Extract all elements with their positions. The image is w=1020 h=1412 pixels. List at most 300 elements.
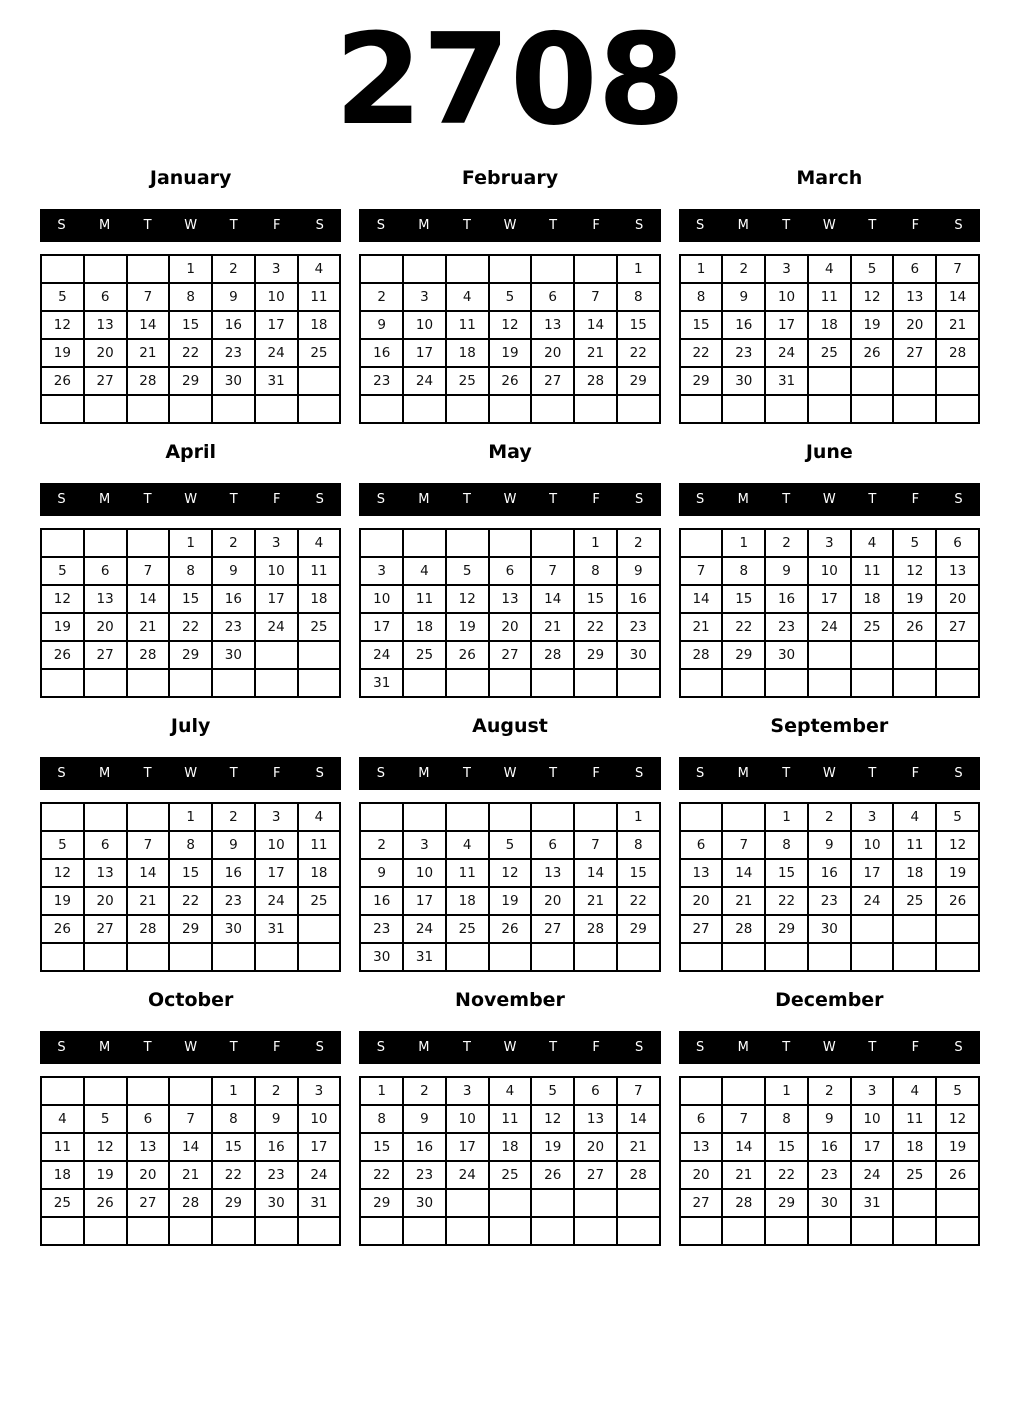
day-cell: 8: [169, 283, 212, 311]
day-cell: 27: [531, 915, 574, 943]
day-cell: 25: [808, 339, 851, 367]
empty-day-cell: [574, 255, 617, 283]
day-cell: 29: [360, 1189, 403, 1217]
empty-day-cell: [255, 641, 298, 669]
day-cell: 5: [41, 831, 84, 859]
day-cell: 15: [680, 311, 723, 339]
day-cell: 3: [403, 831, 446, 859]
day-cell: 6: [489, 557, 532, 585]
weekday-letter: F: [911, 1040, 920, 1055]
empty-day-cell: [531, 1217, 574, 1245]
day-cell: 18: [41, 1161, 84, 1189]
week-row: [680, 339, 979, 367]
empty-day-cell: [765, 1217, 808, 1245]
empty-day-cell: [127, 669, 170, 697]
day-cell: 12: [446, 585, 489, 613]
empty-day-cell: [893, 367, 936, 395]
day-cell: 26: [936, 887, 979, 915]
empty-day-cell: [298, 395, 341, 423]
day-cell: 4: [893, 803, 936, 831]
weekday-letter: T: [549, 766, 558, 781]
day-cell: 20: [84, 887, 127, 915]
day-cell: 22: [212, 1161, 255, 1189]
day-cell: 19: [446, 613, 489, 641]
day-cell: 18: [489, 1133, 532, 1161]
weekday-letter: F: [273, 766, 281, 781]
day-cell: 12: [41, 585, 84, 613]
day-cell: 3: [851, 1077, 894, 1105]
day-cell: 23: [212, 613, 255, 641]
month-block-july: [40, 712, 341, 972]
day-cell: 6: [680, 1105, 723, 1133]
empty-day-cell: [360, 803, 403, 831]
day-cell: 26: [84, 1189, 127, 1217]
day-cell: 5: [41, 283, 84, 311]
day-cell: 4: [298, 803, 341, 831]
empty-day-cell: [127, 529, 170, 557]
weekday-letter: F: [911, 218, 920, 233]
empty-day-cell: [893, 943, 936, 971]
week-row: [680, 255, 979, 283]
day-cell: 31: [255, 915, 298, 943]
empty-day-cell: [298, 641, 341, 669]
empty-day-cell: [41, 1217, 84, 1245]
day-cell: 30: [722, 367, 765, 395]
empty-day-cell: [446, 395, 489, 423]
empty-day-cell: [808, 1217, 851, 1245]
day-cell: 9: [722, 283, 765, 311]
weekday-letter: F: [911, 766, 920, 781]
day-cell: 29: [169, 367, 212, 395]
day-cell: 19: [41, 887, 84, 915]
day-cell: 24: [298, 1161, 341, 1189]
empty-day-cell: [574, 803, 617, 831]
day-cell: 19: [936, 859, 979, 887]
weekday-header-bar: [359, 1031, 660, 1064]
day-cell: 6: [531, 831, 574, 859]
day-cell: 26: [446, 641, 489, 669]
weekday-letter: T: [549, 1040, 558, 1055]
day-cell: 19: [531, 1133, 574, 1161]
day-cell: 11: [851, 557, 894, 585]
week-row: [680, 613, 979, 641]
empty-day-cell: [722, 669, 765, 697]
empty-day-cell: [722, 1217, 765, 1245]
empty-day-cell: [574, 1189, 617, 1217]
day-cell: 8: [212, 1105, 255, 1133]
weekday-letter: S: [696, 1040, 705, 1055]
day-cell: 13: [893, 283, 936, 311]
weekday-letter: W: [184, 218, 198, 233]
month-grid: [40, 802, 341, 972]
month-title: April: [165, 441, 217, 463]
week-row: [360, 339, 659, 367]
weekday-letter: S: [315, 1040, 324, 1055]
day-cell: 12: [41, 859, 84, 887]
day-cell: 7: [617, 1077, 660, 1105]
weekday-letter: T: [462, 1040, 471, 1055]
day-cell: 22: [765, 1161, 808, 1189]
weekday-letter: W: [822, 218, 836, 233]
day-cell: 17: [765, 311, 808, 339]
day-cell: 27: [84, 367, 127, 395]
week-row: [680, 641, 979, 669]
day-cell: 25: [298, 613, 341, 641]
day-cell: 17: [403, 339, 446, 367]
weekday-letter: W: [503, 492, 517, 507]
weekday-letter: T: [782, 492, 791, 507]
month-block-may: [359, 438, 660, 698]
week-row: [360, 831, 659, 859]
empty-day-cell: [84, 669, 127, 697]
day-cell: 20: [489, 613, 532, 641]
empty-day-cell: [41, 255, 84, 283]
day-cell: 7: [722, 831, 765, 859]
empty-day-cell: [893, 395, 936, 423]
empty-day-cell: [936, 367, 979, 395]
week-row: [360, 669, 659, 697]
month-title: June: [805, 441, 853, 463]
weekday-letter: T: [229, 218, 238, 233]
empty-day-cell: [169, 1077, 212, 1105]
week-row: [360, 557, 659, 585]
day-cell: 13: [531, 311, 574, 339]
day-cell: 5: [936, 1077, 979, 1105]
weekday-letter: W: [822, 492, 836, 507]
weekday-letter: S: [376, 492, 385, 507]
day-cell: 25: [403, 641, 446, 669]
day-cell: 24: [255, 613, 298, 641]
week-row: [360, 311, 659, 339]
weekday-letter: S: [954, 218, 963, 233]
day-cell: 5: [489, 831, 532, 859]
day-cell: 19: [41, 613, 84, 641]
year-title: 2708: [334, 6, 686, 153]
day-cell: 27: [489, 641, 532, 669]
day-cell: 8: [360, 1105, 403, 1133]
day-cell: 28: [169, 1189, 212, 1217]
day-cell: 23: [212, 339, 255, 367]
day-cell: 16: [722, 311, 765, 339]
empty-day-cell: [446, 529, 489, 557]
weekday-letter: S: [57, 1040, 66, 1055]
day-cell: 17: [403, 887, 446, 915]
empty-day-cell: [298, 367, 341, 395]
day-cell: 18: [808, 311, 851, 339]
day-cell: 27: [84, 915, 127, 943]
day-cell: 2: [722, 255, 765, 283]
day-cell: 2: [403, 1077, 446, 1105]
day-cell: 4: [446, 831, 489, 859]
day-cell: 22: [169, 887, 212, 915]
empty-day-cell: [169, 943, 212, 971]
week-row: [360, 887, 659, 915]
day-cell: 1: [765, 1077, 808, 1105]
day-cell: 25: [298, 339, 341, 367]
day-cell: 11: [489, 1105, 532, 1133]
day-cell: 7: [722, 1105, 765, 1133]
day-cell: 18: [446, 887, 489, 915]
day-cell: 28: [127, 367, 170, 395]
day-cell: 20: [680, 887, 723, 915]
day-cell: 22: [169, 613, 212, 641]
day-cell: 14: [936, 283, 979, 311]
weekday-letter: F: [273, 1040, 281, 1055]
month-title: July: [170, 715, 211, 737]
week-row: [41, 557, 340, 585]
day-cell: 1: [617, 255, 660, 283]
month-block-june: [679, 438, 980, 698]
day-cell: 29: [169, 641, 212, 669]
day-cell: 13: [574, 1105, 617, 1133]
week-row: [41, 1133, 340, 1161]
weekday-letter: S: [635, 492, 644, 507]
day-cell: 6: [574, 1077, 617, 1105]
weekday-letter: F: [592, 218, 600, 233]
day-cell: 10: [298, 1105, 341, 1133]
day-cell: 26: [531, 1161, 574, 1189]
day-cell: 20: [531, 339, 574, 367]
week-row: [680, 395, 979, 423]
day-cell: 31: [298, 1189, 341, 1217]
empty-day-cell: [680, 395, 723, 423]
day-cell: 9: [617, 557, 660, 585]
day-cell: 9: [360, 859, 403, 887]
day-cell: 11: [41, 1133, 84, 1161]
day-cell: 8: [765, 1105, 808, 1133]
week-row: [360, 943, 659, 971]
day-cell: 3: [255, 255, 298, 283]
day-cell: 25: [446, 915, 489, 943]
day-cell: 28: [127, 641, 170, 669]
week-row: [680, 1133, 979, 1161]
day-cell: 9: [403, 1105, 446, 1133]
month-grid: [359, 254, 660, 424]
week-row: [41, 613, 340, 641]
day-cell: 11: [298, 283, 341, 311]
day-cell: 19: [84, 1161, 127, 1189]
empty-day-cell: [41, 395, 84, 423]
empty-day-cell: [84, 529, 127, 557]
day-cell: 29: [169, 915, 212, 943]
day-cell: 28: [936, 339, 979, 367]
day-cell: 11: [893, 831, 936, 859]
empty-day-cell: [403, 395, 446, 423]
day-cell: 27: [893, 339, 936, 367]
month-title: November: [455, 989, 565, 1011]
day-cell: 13: [680, 1133, 723, 1161]
day-cell: 20: [680, 1161, 723, 1189]
day-cell: 8: [617, 283, 660, 311]
empty-day-cell: [851, 669, 894, 697]
day-cell: 20: [893, 311, 936, 339]
weekday-letter: M: [98, 218, 111, 233]
day-cell: 18: [403, 613, 446, 641]
weekday-header-bar: [359, 483, 660, 516]
day-cell: 12: [489, 311, 532, 339]
day-cell: 24: [255, 887, 298, 915]
month-grid: [40, 1076, 341, 1246]
weekday-letter: S: [376, 766, 385, 781]
day-cell: 22: [574, 613, 617, 641]
day-cell: 18: [851, 585, 894, 613]
week-row: [680, 311, 979, 339]
month-grid: [359, 802, 660, 972]
empty-day-cell: [531, 669, 574, 697]
week-row: [41, 641, 340, 669]
day-cell: 8: [680, 283, 723, 311]
empty-day-cell: [255, 943, 298, 971]
day-cell: 23: [255, 1161, 298, 1189]
day-cell: 5: [531, 1077, 574, 1105]
week-row: [360, 1077, 659, 1105]
empty-day-cell: [446, 1217, 489, 1245]
day-cell: 25: [893, 887, 936, 915]
day-cell: 12: [531, 1105, 574, 1133]
day-cell: 20: [574, 1133, 617, 1161]
day-cell: 16: [808, 1133, 851, 1161]
day-cell: 14: [680, 585, 723, 613]
month-grid: [359, 528, 660, 698]
day-cell: 10: [851, 831, 894, 859]
day-cell: 3: [255, 803, 298, 831]
day-cell: 12: [84, 1133, 127, 1161]
day-cell: 2: [808, 1077, 851, 1105]
month-title: March: [796, 167, 863, 189]
day-cell: 30: [403, 1189, 446, 1217]
month-title: October: [147, 989, 234, 1011]
weekday-letter: F: [592, 492, 600, 507]
day-cell: 3: [446, 1077, 489, 1105]
day-cell: 2: [212, 529, 255, 557]
weekday-letter: F: [911, 492, 920, 507]
day-cell: 15: [212, 1133, 255, 1161]
day-cell: 26: [489, 915, 532, 943]
weekday-letter: T: [868, 218, 877, 233]
day-cell: 22: [680, 339, 723, 367]
empty-day-cell: [765, 395, 808, 423]
empty-day-cell: [936, 1217, 979, 1245]
empty-day-cell: [403, 669, 446, 697]
day-cell: 21: [574, 887, 617, 915]
day-cell: 18: [893, 859, 936, 887]
empty-day-cell: [41, 943, 84, 971]
day-cell: 23: [617, 613, 660, 641]
day-cell: 2: [360, 283, 403, 311]
weekday-letter: M: [737, 766, 749, 781]
day-cell: 2: [808, 803, 851, 831]
day-cell: 29: [680, 367, 723, 395]
day-cell: 14: [574, 859, 617, 887]
empty-day-cell: [531, 255, 574, 283]
weekday-header-bar: [679, 1031, 980, 1064]
week-row: [680, 1189, 979, 1217]
empty-day-cell: [403, 529, 446, 557]
empty-day-cell: [446, 803, 489, 831]
week-row: [680, 803, 979, 831]
day-cell: 19: [851, 311, 894, 339]
day-cell: 1: [169, 803, 212, 831]
day-cell: 23: [765, 613, 808, 641]
day-cell: 11: [446, 859, 489, 887]
month-grid: [679, 528, 980, 698]
day-cell: 12: [489, 859, 532, 887]
day-cell: 31: [360, 669, 403, 697]
empty-day-cell: [84, 1077, 127, 1105]
day-cell: 11: [403, 585, 446, 613]
day-cell: 20: [127, 1161, 170, 1189]
day-cell: 17: [255, 585, 298, 613]
empty-day-cell: [446, 669, 489, 697]
day-cell: 21: [722, 1161, 765, 1189]
day-cell: 23: [403, 1161, 446, 1189]
day-cell: 6: [84, 283, 127, 311]
weekday-letter: W: [184, 766, 198, 781]
month-title: December: [775, 989, 884, 1011]
empty-day-cell: [489, 943, 532, 971]
empty-day-cell: [84, 943, 127, 971]
day-cell: 5: [893, 529, 936, 557]
month-grid: [679, 254, 980, 424]
day-cell: 7: [936, 255, 979, 283]
day-cell: 12: [41, 311, 84, 339]
day-cell: 27: [127, 1189, 170, 1217]
day-cell: 11: [446, 311, 489, 339]
day-cell: 15: [169, 585, 212, 613]
empty-day-cell: [808, 641, 851, 669]
empty-day-cell: [127, 803, 170, 831]
day-cell: 22: [617, 339, 660, 367]
day-cell: 14: [169, 1133, 212, 1161]
weekday-letter: S: [696, 492, 705, 507]
day-cell: 3: [851, 803, 894, 831]
day-cell: 1: [680, 255, 723, 283]
day-cell: 24: [851, 1161, 894, 1189]
empty-day-cell: [446, 943, 489, 971]
day-cell: 30: [808, 915, 851, 943]
weekday-letter: W: [503, 218, 517, 233]
day-cell: 8: [169, 557, 212, 585]
day-cell: 10: [255, 283, 298, 311]
day-cell: 21: [127, 613, 170, 641]
weekday-header-bar: [679, 483, 980, 516]
empty-day-cell: [851, 1217, 894, 1245]
day-cell: 21: [127, 339, 170, 367]
day-cell: 6: [84, 831, 127, 859]
day-cell: 8: [169, 831, 212, 859]
weekday-letter: T: [782, 766, 791, 781]
day-cell: 23: [212, 887, 255, 915]
day-cell: 4: [41, 1105, 84, 1133]
day-cell: 21: [722, 887, 765, 915]
day-cell: 11: [298, 831, 341, 859]
day-cell: 10: [851, 1105, 894, 1133]
day-cell: 1: [360, 1077, 403, 1105]
day-cell: 9: [255, 1105, 298, 1133]
day-cell: 17: [808, 585, 851, 613]
empty-day-cell: [41, 529, 84, 557]
day-cell: 31: [255, 367, 298, 395]
week-row: [680, 887, 979, 915]
day-cell: 13: [84, 585, 127, 613]
day-cell: 25: [298, 887, 341, 915]
week-row: [360, 1217, 659, 1245]
empty-day-cell: [893, 1189, 936, 1217]
day-cell: 10: [403, 859, 446, 887]
day-cell: 10: [765, 283, 808, 311]
weekday-letter: T: [782, 1040, 791, 1055]
day-cell: 16: [255, 1133, 298, 1161]
